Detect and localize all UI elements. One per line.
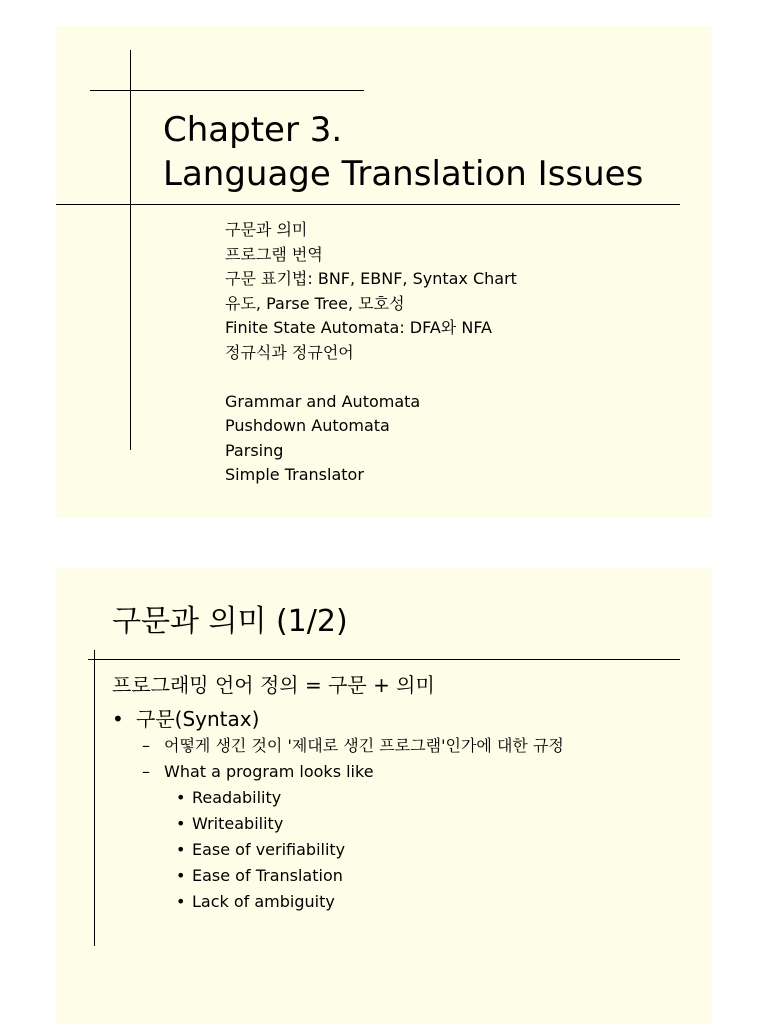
- slide1-title-line1: Chapter 3.: [163, 110, 343, 150]
- bullet-text: Writeability: [192, 814, 284, 833]
- slide-1: [56, 26, 712, 518]
- bullet-level3: [176, 811, 283, 837]
- topic-item: 정규식과 정규언어: [225, 342, 354, 362]
- bullet-text: 구문(Syntax): [136, 707, 260, 731]
- bullet-level2: [142, 734, 564, 758]
- topic-item: 구문과 의미: [225, 220, 308, 239]
- bullet-mark: •: [112, 707, 124, 731]
- topic-item: 구문 표기법: BNF, EBNF, Syntax Chart: [225, 269, 517, 288]
- bullet-text: Ease of Translation: [192, 866, 343, 885]
- slide1-top-rule: [90, 90, 364, 91]
- topic-item: Pushdown Automata: [225, 416, 390, 435]
- bullet-mark: •: [176, 814, 186, 833]
- bullet-level3: [176, 863, 343, 889]
- slide1-vertical-rule: [130, 50, 131, 450]
- slide1-title-rule: [56, 204, 680, 205]
- dash-mark: –: [142, 762, 150, 781]
- topic-item: Parsing: [225, 440, 284, 460]
- slide-2: [56, 568, 712, 1024]
- dash-mark: –: [142, 736, 150, 755]
- bullet-text: 어떻게 생긴 것이 '제대로 생긴 프로그램'인가에 대한 규정: [164, 736, 564, 755]
- slide2-title: 구문과 의미 (1/2): [112, 604, 348, 639]
- bullet-mark: •: [176, 866, 186, 885]
- bullet-level3: [176, 889, 335, 915]
- topic-item: Finite State Automata: DFA와 NFA: [225, 318, 492, 337]
- topic-item: Simple Translator: [225, 465, 364, 484]
- bullet-mark: •: [176, 892, 186, 911]
- topic-item: 유도, Parse Tree, 모호성: [225, 293, 405, 313]
- slide1-title: [163, 108, 643, 196]
- slide2-vertical-rule: [94, 650, 95, 946]
- slide1-topic-list: [225, 218, 517, 488]
- topic-item: 프로그램 번역: [225, 244, 323, 264]
- bullet-mark: •: [176, 788, 186, 807]
- bullet-level3: [176, 837, 345, 863]
- slide2-subtitle: 프로그래밍 언어 정의 = 구문 + 의미: [112, 673, 435, 697]
- bullet-text: What a program looks like: [164, 762, 374, 781]
- slide1-title-line2: Language Translation Issues: [163, 154, 644, 194]
- bullet-level2: [142, 760, 374, 784]
- bullet-text: Lack of ambiguity: [192, 892, 335, 911]
- topic-item: Grammar and Automata: [225, 391, 421, 411]
- topic-gap: [225, 365, 517, 390]
- bullet-mark: •: [176, 840, 186, 859]
- bullet-level3: [176, 785, 281, 811]
- bullet-level1: [112, 705, 259, 733]
- bullet-text: Readability: [192, 788, 282, 807]
- slide2-title-rule: [88, 659, 680, 660]
- bullet-text: Ease of verifiability: [192, 840, 346, 859]
